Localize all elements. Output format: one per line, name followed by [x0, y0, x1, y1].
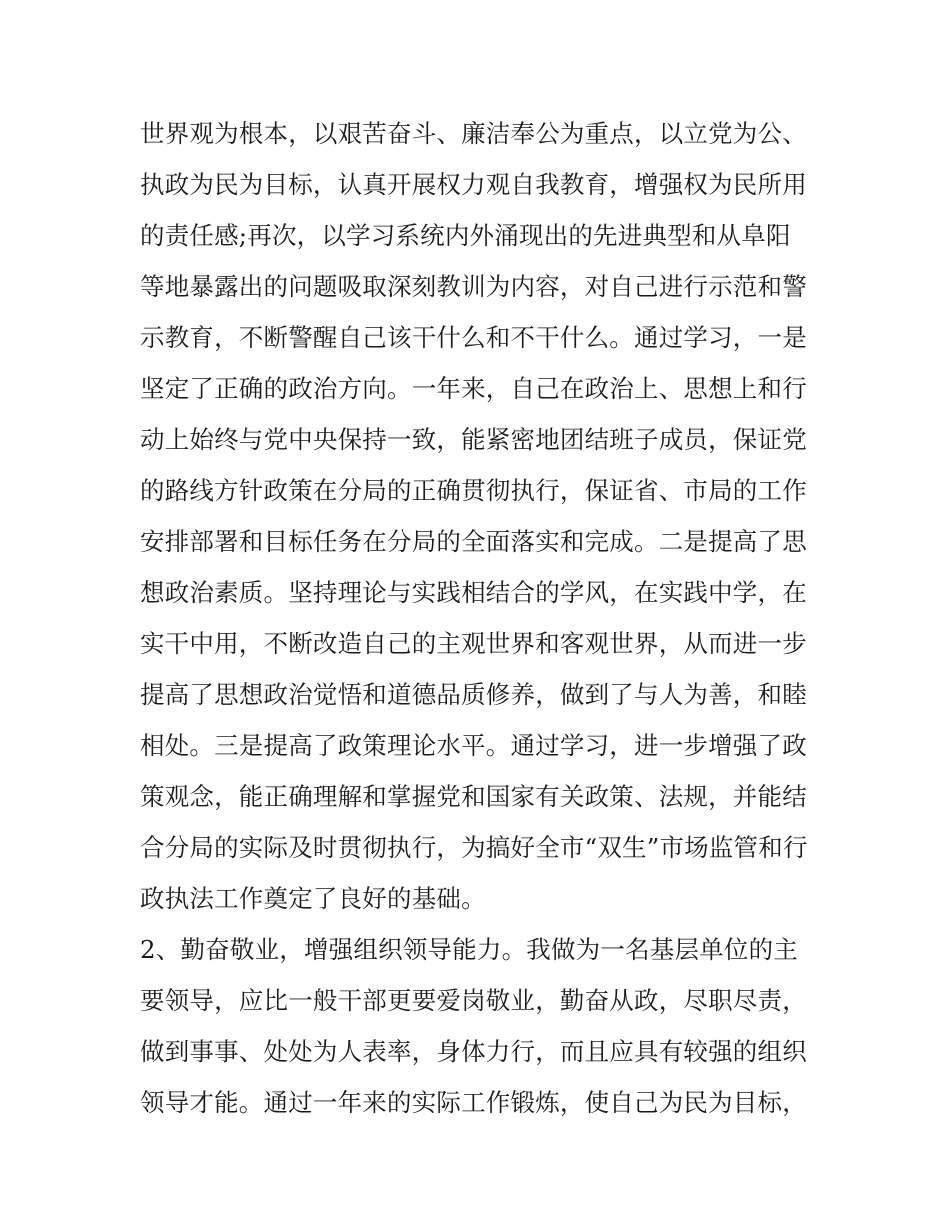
body-text [140, 108, 820, 1128]
text-line-5: 示教育，不断警醒自己该干什么和不干什么。通过学习，一是 [140, 323, 807, 352]
text-line-19: 做到事事、处处为人表率，身体力行，而且应具有较强的组织 [140, 1037, 807, 1066]
text-line-18: 要领导，应比一般干部更要爱岗敬业，勤奋从政，尽职尽责， [140, 986, 807, 1015]
text-line-10: 想政治素质。坚持理论与实践相结合的学风，在实践中学，在 [140, 578, 807, 607]
text-line-17: 2、勤奋敬业，增强组织领导能力。我做为一名基层单位的主 [140, 935, 798, 964]
text-line-6: 坚定了正确的政治方向。一年来，自己在政治上、思想上和行 [140, 374, 807, 403]
text-line-14: 策观念，能正确理解和掌握党和国家有关政策、法规，并能结 [140, 782, 807, 811]
text-line-20: 领导才能。通过一年来的实际工作锻炼，使自己为民为目标， [140, 1088, 807, 1117]
text-line-11: 实干中用，不断改造自己的主观世界和客观世界，从而进一步 [140, 629, 807, 658]
text-line-1: 世界观为根本，以艰苦奋斗、廉洁奉公为重点，以立党为公、 [140, 119, 807, 148]
text-line-7: 动上始终与党中央保持一致，能紧密地团结班子成员，保证党 [140, 425, 807, 454]
text-line-13: 相处。三是提高了政策理论水平。通过学习，进一步增强了政 [140, 731, 807, 760]
text-line-9: 安排部署和目标任务在分局的全面落实和完成。二是提高了思 [140, 527, 807, 556]
text-line-4: 等地暴露出的问题吸取深刻教训为内容，对自己进行示范和警 [140, 272, 807, 301]
text-line-2: 执政为民为目标，认真开展权力观自我教育，增强权为民所用 [140, 170, 807, 199]
text-line-3: 的责任感;再次，以学习系统内外涌现出的先进典型和从阜阳 [140, 221, 791, 250]
text-line-12: 提高了思想政治觉悟和道德品质修养，做到了与人为善，和睦 [140, 680, 807, 709]
text-line-15: 合分局的实际及时贯彻执行，为搞好全市“双生”市场监管和行 [140, 833, 808, 862]
text-line-8: 的路线方针政策在分局的正确贯彻执行，保证省、市局的工作 [140, 476, 807, 505]
text-line-16: 政执法工作奠定了良好的基础。 [140, 884, 486, 913]
